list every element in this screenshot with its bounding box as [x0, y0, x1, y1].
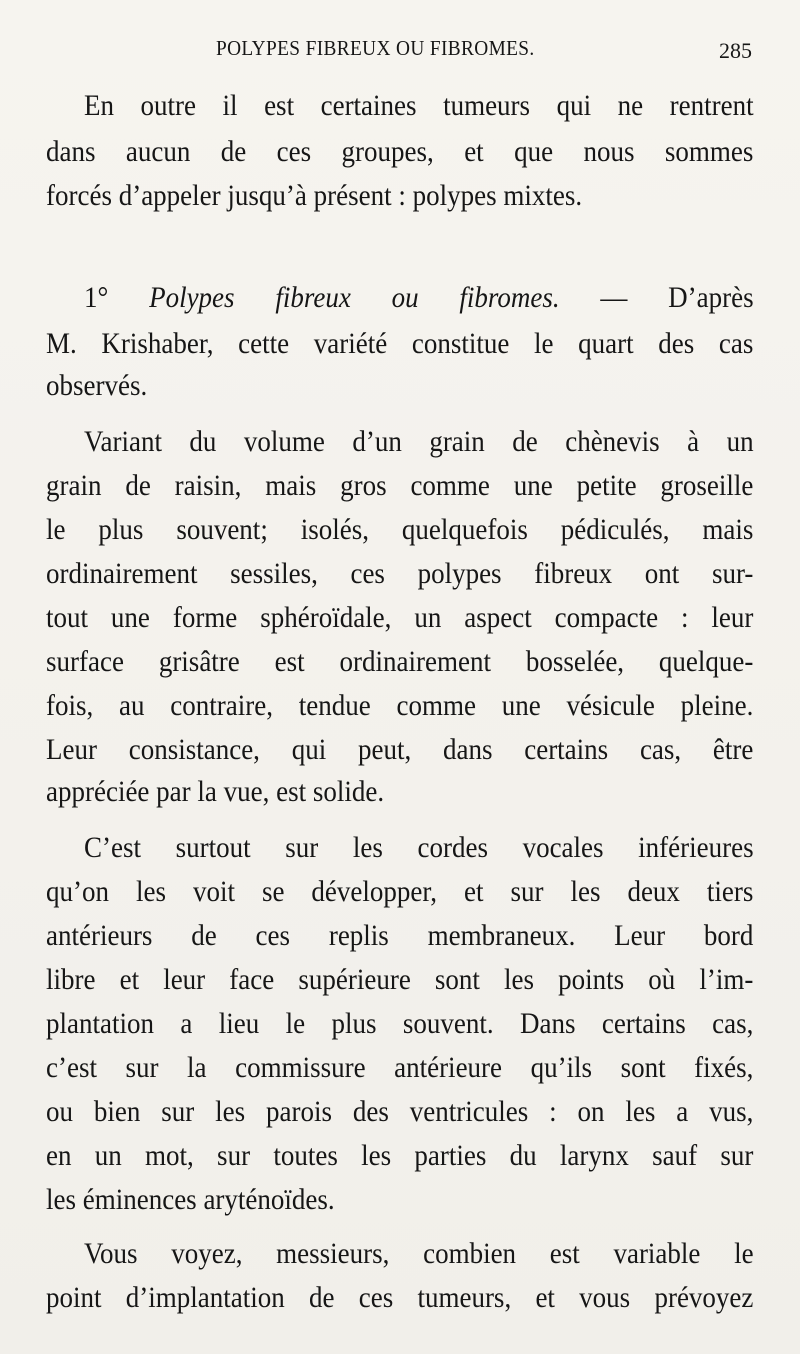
text-line: C’est surtout sur les cordes vocales inférieures: [84, 831, 754, 864]
text-line: ou bien sur les parois des ventricules : on les a vus,: [46, 1095, 754, 1128]
text-line: appréciée par la vue, est solide.: [46, 775, 385, 808]
text-line: En outre il est certaines tumeurs qui ne rentrent: [84, 89, 754, 122]
text-line: ordinairement sessiles, ces polypes fibreux ont sur-: [46, 557, 754, 590]
text-line: forcés d’appeler jusqu’à présent : polypes mixtes.: [46, 179, 583, 212]
text-line: c’est sur la commissure antérieure qu’ils sont fixés,: [46, 1051, 754, 1084]
text-line: Variant du volume d’un grain de chènevis à un: [84, 425, 754, 458]
text-line: antérieurs de ces replis membraneux. Leur bord: [46, 919, 754, 952]
text-line: Leur consistance, qui peut, dans certains cas, être: [46, 733, 754, 766]
text-fragment: — D’après: [559, 281, 754, 314]
text-line: [84, 280, 754, 316]
section-title: Polypes fibreux ou fibromes.: [149, 281, 560, 314]
text-line: tout une forme sphéroïdale, un aspect compacte : leur: [46, 601, 754, 634]
text-line: M. Krishaber, cette variété constitue le quart des cas: [46, 327, 754, 360]
running-head: [0, 36, 800, 70]
text-line: le plus souvent; isolés, quelquefois pédiculés, mais: [46, 513, 754, 546]
text-line: point d’implantation de ces tumeurs, et vous prévoyez: [46, 1281, 754, 1314]
running-title: POLYPES FIBREUX OU FIBROMES.: [216, 36, 535, 60]
text-line: en un mot, sur toutes les parties du larynx sauf sur: [46, 1139, 754, 1172]
text-line: fois, au contraire, tendue comme une vésicule pleine.: [46, 689, 754, 722]
text-line: libre et leur face supérieure sont les points où l’im-: [46, 963, 754, 996]
text-line: les éminences aryténoïdes.: [46, 1183, 335, 1216]
text-line: observés.: [46, 369, 148, 402]
text-line: dans aucun de ces groupes, et que nous sommes: [46, 135, 754, 168]
text-line: plantation a lieu le plus souvent. Dans certains cas,: [46, 1007, 754, 1040]
text-line: surface grisâtre est ordinairement bosselée, quelque-: [46, 645, 754, 678]
text-line: Vous voyez, messieurs, combien est variable le: [84, 1237, 754, 1270]
text-line: qu’on les voit se développer, et sur les deux tiers: [46, 875, 754, 908]
page-number: 285: [719, 38, 752, 63]
list-marker: 1°: [84, 281, 150, 314]
text-line: grain de raisin, mais gros comme une petite groseille: [46, 469, 754, 502]
